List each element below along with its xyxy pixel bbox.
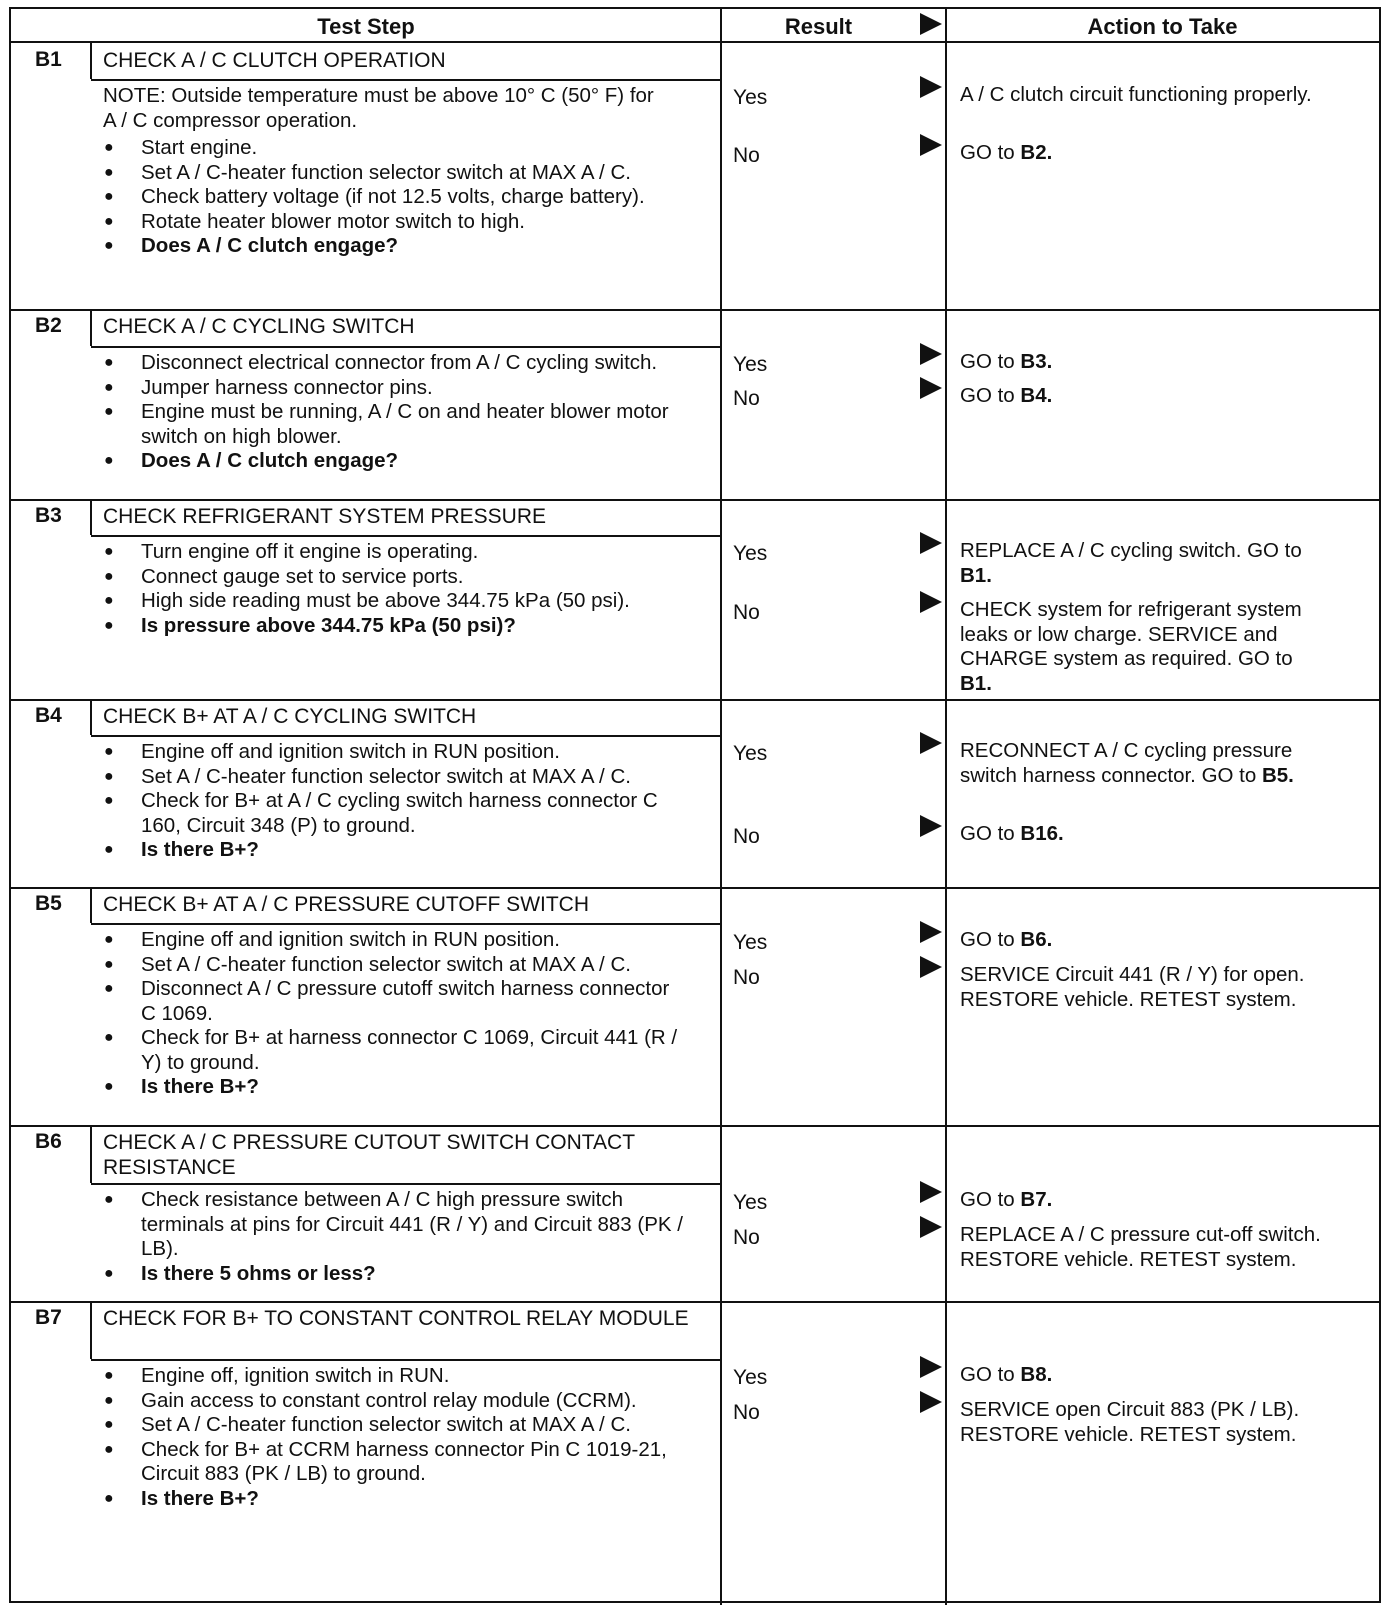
step-list-b4 — [103, 740, 683, 863]
action-text: CHECK system for refrigerant system leaks or low charge. SERVICE and CHARGE system as required. GO to — [960, 598, 1302, 670]
goto-step-ref: B6. — [1020, 928, 1053, 951]
header-action: Action to Take — [1087, 14, 1238, 39]
goto-step-ref: B16. — [1020, 822, 1064, 845]
action-no-b1 — [960, 141, 1330, 166]
goto-step-ref: B2. — [1020, 141, 1053, 164]
action-yes-b5 — [960, 928, 1330, 953]
diagnostic-table — [9, 7, 1381, 1603]
goto-step-ref: B3. — [1020, 350, 1053, 373]
step-bullet: ● Engine off and ignition switch in RUN position. — [103, 928, 683, 953]
action-no-b4 — [960, 822, 1330, 847]
step-bullet: ● Engine must be running, A / C on and heater blower motor switch on high blower. — [103, 400, 683, 449]
rule-id-b6 — [90, 1125, 92, 1183]
result-arrow-icon — [920, 134, 942, 156]
step-question: ● Is there 5 ohms or less? — [103, 1262, 683, 1287]
result-arrow-icon — [920, 532, 942, 554]
rule-id-b5 — [90, 887, 92, 923]
header-result: Result — [784, 14, 853, 39]
step-bullet: ● Check resistance between A / C high pressure switch terminals at pins for Circuit 441 (R / Y) and Circuit 883 (PK / LB). — [103, 1188, 683, 1262]
step-id-b7: B7 — [35, 1306, 62, 1329]
step-bullet: ● Gain access to constant control relay module (CCRM). — [103, 1389, 683, 1414]
result-arrow-icon — [920, 76, 942, 98]
step-title-b6: CHECK A / C PRESSURE CUTOUT SWITCH CONTACT RESISTANCE — [103, 1131, 635, 1179]
goto-step-ref: B1. — [960, 563, 992, 587]
step-bullet: ● Start engine. — [103, 136, 683, 161]
step-list-b6 — [103, 1188, 683, 1286]
step-note-b1: NOTE: Outside temperature must be above 10° C (50° F) for A / C compressor operation. — [103, 84, 654, 132]
action-text: GO to — [960, 822, 1021, 845]
result-no-b6: No — [733, 1226, 760, 1249]
step-title-b3: CHECK REFRIGERANT SYSTEM PRESSURE — [103, 505, 547, 528]
step-bullet: ● Connect gauge set to service ports. — [103, 565, 683, 590]
step-question: ● Does A / C clutch engage? — [103, 234, 683, 259]
result-arrow-icon — [920, 343, 942, 365]
step-bullet: ● Rotate heater blower motor switch to high. — [103, 210, 683, 235]
step-title-b4: CHECK B+ AT A / C CYCLING SWITCH — [103, 705, 477, 728]
step-title-b1: CHECK A / C CLUTCH OPERATION — [103, 49, 446, 72]
result-arrow-icon — [920, 591, 942, 613]
step-bullet: ● Check for B+ at A / C cycling switch harness connector C 160, Circuit 348 (P) to ground. — [103, 789, 683, 838]
rule-title-b3 — [91, 535, 721, 537]
step-bullet: ● Check for B+ at CCRM harness connector Pin C 1019-21, Circuit 883 (PK / LB) to ground. — [103, 1438, 683, 1487]
rule-action-left — [945, 9, 947, 1605]
step-bullet: ● Disconnect electrical connector from A / C cycling switch. — [103, 351, 683, 376]
step-bullet: ● Set A / C-heater function selector switch at MAX A / C. — [103, 765, 683, 790]
step-id-b3: B3 — [35, 504, 62, 527]
result-arrow-icon — [920, 1391, 942, 1413]
rule-row-b5 — [11, 887, 1379, 889]
step-bullet: ● Disconnect A / C pressure cutoff switch harness connector C 1069. — [103, 977, 683, 1026]
step-bullet: ● Set A / C-heater function selector switch at MAX A / C. — [103, 1413, 683, 1438]
rule-title-b5 — [91, 923, 721, 925]
action-text: GO to — [960, 1363, 1021, 1386]
step-id-b4: B4 — [35, 704, 62, 727]
action-no-b3 — [960, 598, 1330, 696]
step-title-b2: CHECK A / C CYCLING SWITCH — [103, 315, 415, 338]
action-text: GO to — [960, 384, 1021, 407]
result-arrow-icon — [920, 377, 942, 399]
result-no-b5: No — [733, 966, 760, 989]
step-question: ● Is there B+? — [103, 838, 683, 863]
step-list-b2 — [103, 351, 683, 474]
result-yes-b3: Yes — [733, 542, 768, 565]
rule-id-b1 — [90, 43, 92, 79]
result-no-b1: No — [733, 144, 760, 167]
action-yes-b4 — [960, 739, 1330, 788]
step-question: ● Is pressure above 344.75 kPa (50 psi)? — [103, 614, 683, 639]
rule-id-b2 — [90, 309, 92, 346]
rule-id-b3 — [90, 499, 92, 535]
rule-title-b4 — [91, 735, 721, 737]
result-arrow-icon — [920, 815, 942, 837]
step-id-b1: B1 — [35, 48, 62, 71]
step-title-b5: CHECK B+ AT A / C PRESSURE CUTOFF SWITCH — [103, 893, 590, 916]
step-id-b2: B2 — [35, 314, 62, 337]
action-yes-b2 — [960, 350, 1330, 375]
action-text: GO to — [960, 350, 1021, 373]
result-yes-b7: Yes — [733, 1366, 768, 1389]
result-yes-b2: Yes — [733, 353, 768, 376]
action-text: GO to — [960, 141, 1021, 164]
rule-title-b1 — [91, 79, 721, 81]
rule-title-b6 — [91, 1183, 721, 1185]
step-question: ● Does A / C clutch engage? — [103, 449, 683, 474]
result-yes-b6: Yes — [733, 1191, 768, 1214]
rule-row-b6 — [11, 1125, 1379, 1127]
goto-step-ref: B5. — [1261, 763, 1294, 787]
result-arrow-icon — [920, 732, 942, 754]
goto-step-ref: B7. — [1020, 1188, 1053, 1211]
rule-row-b4 — [11, 699, 1379, 701]
header-arrow-icon — [920, 13, 942, 35]
result-arrow-icon — [920, 1181, 942, 1203]
step-bullet: ● High side reading must be above 344.75 kPa (50 psi). — [103, 589, 683, 614]
action-no-b7 — [960, 1398, 1330, 1447]
step-list-b1 — [103, 136, 683, 259]
result-arrow-icon — [920, 1216, 942, 1238]
result-no-b4: No — [733, 825, 760, 848]
action-yes-b7 — [960, 1363, 1330, 1388]
step-bullet: ● Turn engine off it engine is operating. — [103, 540, 683, 565]
result-yes-b4: Yes — [733, 742, 768, 765]
result-yes-b5: Yes — [733, 931, 768, 954]
action-text: SERVICE open Circuit 883 (PK / LB). RESTORE vehicle. RETEST system. — [960, 1398, 1300, 1446]
step-bullet: ● Check battery voltage (if not 12.5 volts, charge battery). — [103, 185, 683, 210]
action-text: GO to — [960, 928, 1021, 951]
step-list-b7 — [103, 1364, 683, 1511]
rule-id-b7 — [90, 1301, 92, 1359]
result-arrow-icon — [920, 1356, 942, 1378]
goto-step-ref: B1. — [960, 671, 992, 695]
action-text: RECONNECT A / C cycling pressure switch harness connector. GO to — [960, 739, 1293, 787]
action-yes-b6 — [960, 1188, 1330, 1213]
step-question: ● Is there B+? — [103, 1075, 683, 1100]
step-bullet: ● Set A / C-heater function selector switch at MAX A / C. — [103, 953, 683, 978]
action-yes-b3 — [960, 539, 1330, 588]
action-no-b6 — [960, 1223, 1330, 1272]
action-text: A / C clutch circuit functioning properly. — [960, 83, 1312, 106]
rule-id-b4 — [90, 699, 92, 735]
step-id-b5: B5 — [35, 892, 62, 915]
step-bullet: ● Set A / C-heater function selector switch at MAX A / C. — [103, 161, 683, 186]
step-bullet: ● Engine off, ignition switch in RUN. — [103, 1364, 683, 1389]
rule-row-b2 — [11, 309, 1379, 311]
result-arrow-icon — [920, 956, 942, 978]
step-list-b3 — [103, 540, 683, 638]
rule-result-left — [720, 9, 722, 1605]
result-no-b2: No — [733, 387, 760, 410]
goto-step-ref: B4. — [1020, 384, 1053, 407]
rule-row-b7 — [11, 1301, 1379, 1303]
header-test-step: Test Step — [317, 14, 415, 39]
action-yes-b1 — [960, 83, 1330, 108]
result-arrow-icon — [920, 921, 942, 943]
rule-header — [11, 41, 1379, 43]
step-question: ● Is there B+? — [103, 1487, 683, 1512]
action-text: REPLACE A / C pressure cut-off switch. RESTORE vehicle. RETEST system. — [960, 1223, 1321, 1271]
result-no-b3: No — [733, 601, 760, 624]
rule-row-b3 — [11, 499, 1379, 501]
step-bullet: ● Engine off and ignition switch in RUN position. — [103, 740, 683, 765]
result-yes-b1: Yes — [733, 86, 768, 109]
action-text: GO to — [960, 1188, 1021, 1211]
rule-title-b7 — [91, 1359, 721, 1361]
action-text: REPLACE A / C cycling switch. GO to — [960, 539, 1302, 562]
goto-step-ref: B8. — [1020, 1363, 1053, 1386]
result-no-b7: No — [733, 1401, 760, 1424]
action-no-b2 — [960, 384, 1330, 409]
step-id-b6: B6 — [35, 1130, 62, 1153]
step-bullet: ● Check for B+ at harness connector C 1069, Circuit 441 (R / Y) to ground. — [103, 1026, 683, 1075]
step-list-b5 — [103, 928, 683, 1100]
action-text: SERVICE Circuit 441 (R / Y) for open. RESTORE vehicle. RETEST system. — [960, 963, 1305, 1011]
rule-title-b2 — [91, 346, 721, 348]
step-title-b7: CHECK FOR B+ TO CONSTANT CONTROL RELAY MODULE — [103, 1307, 689, 1330]
action-no-b5 — [960, 963, 1330, 1012]
step-bullet: ● Jumper harness connector pins. — [103, 376, 683, 401]
